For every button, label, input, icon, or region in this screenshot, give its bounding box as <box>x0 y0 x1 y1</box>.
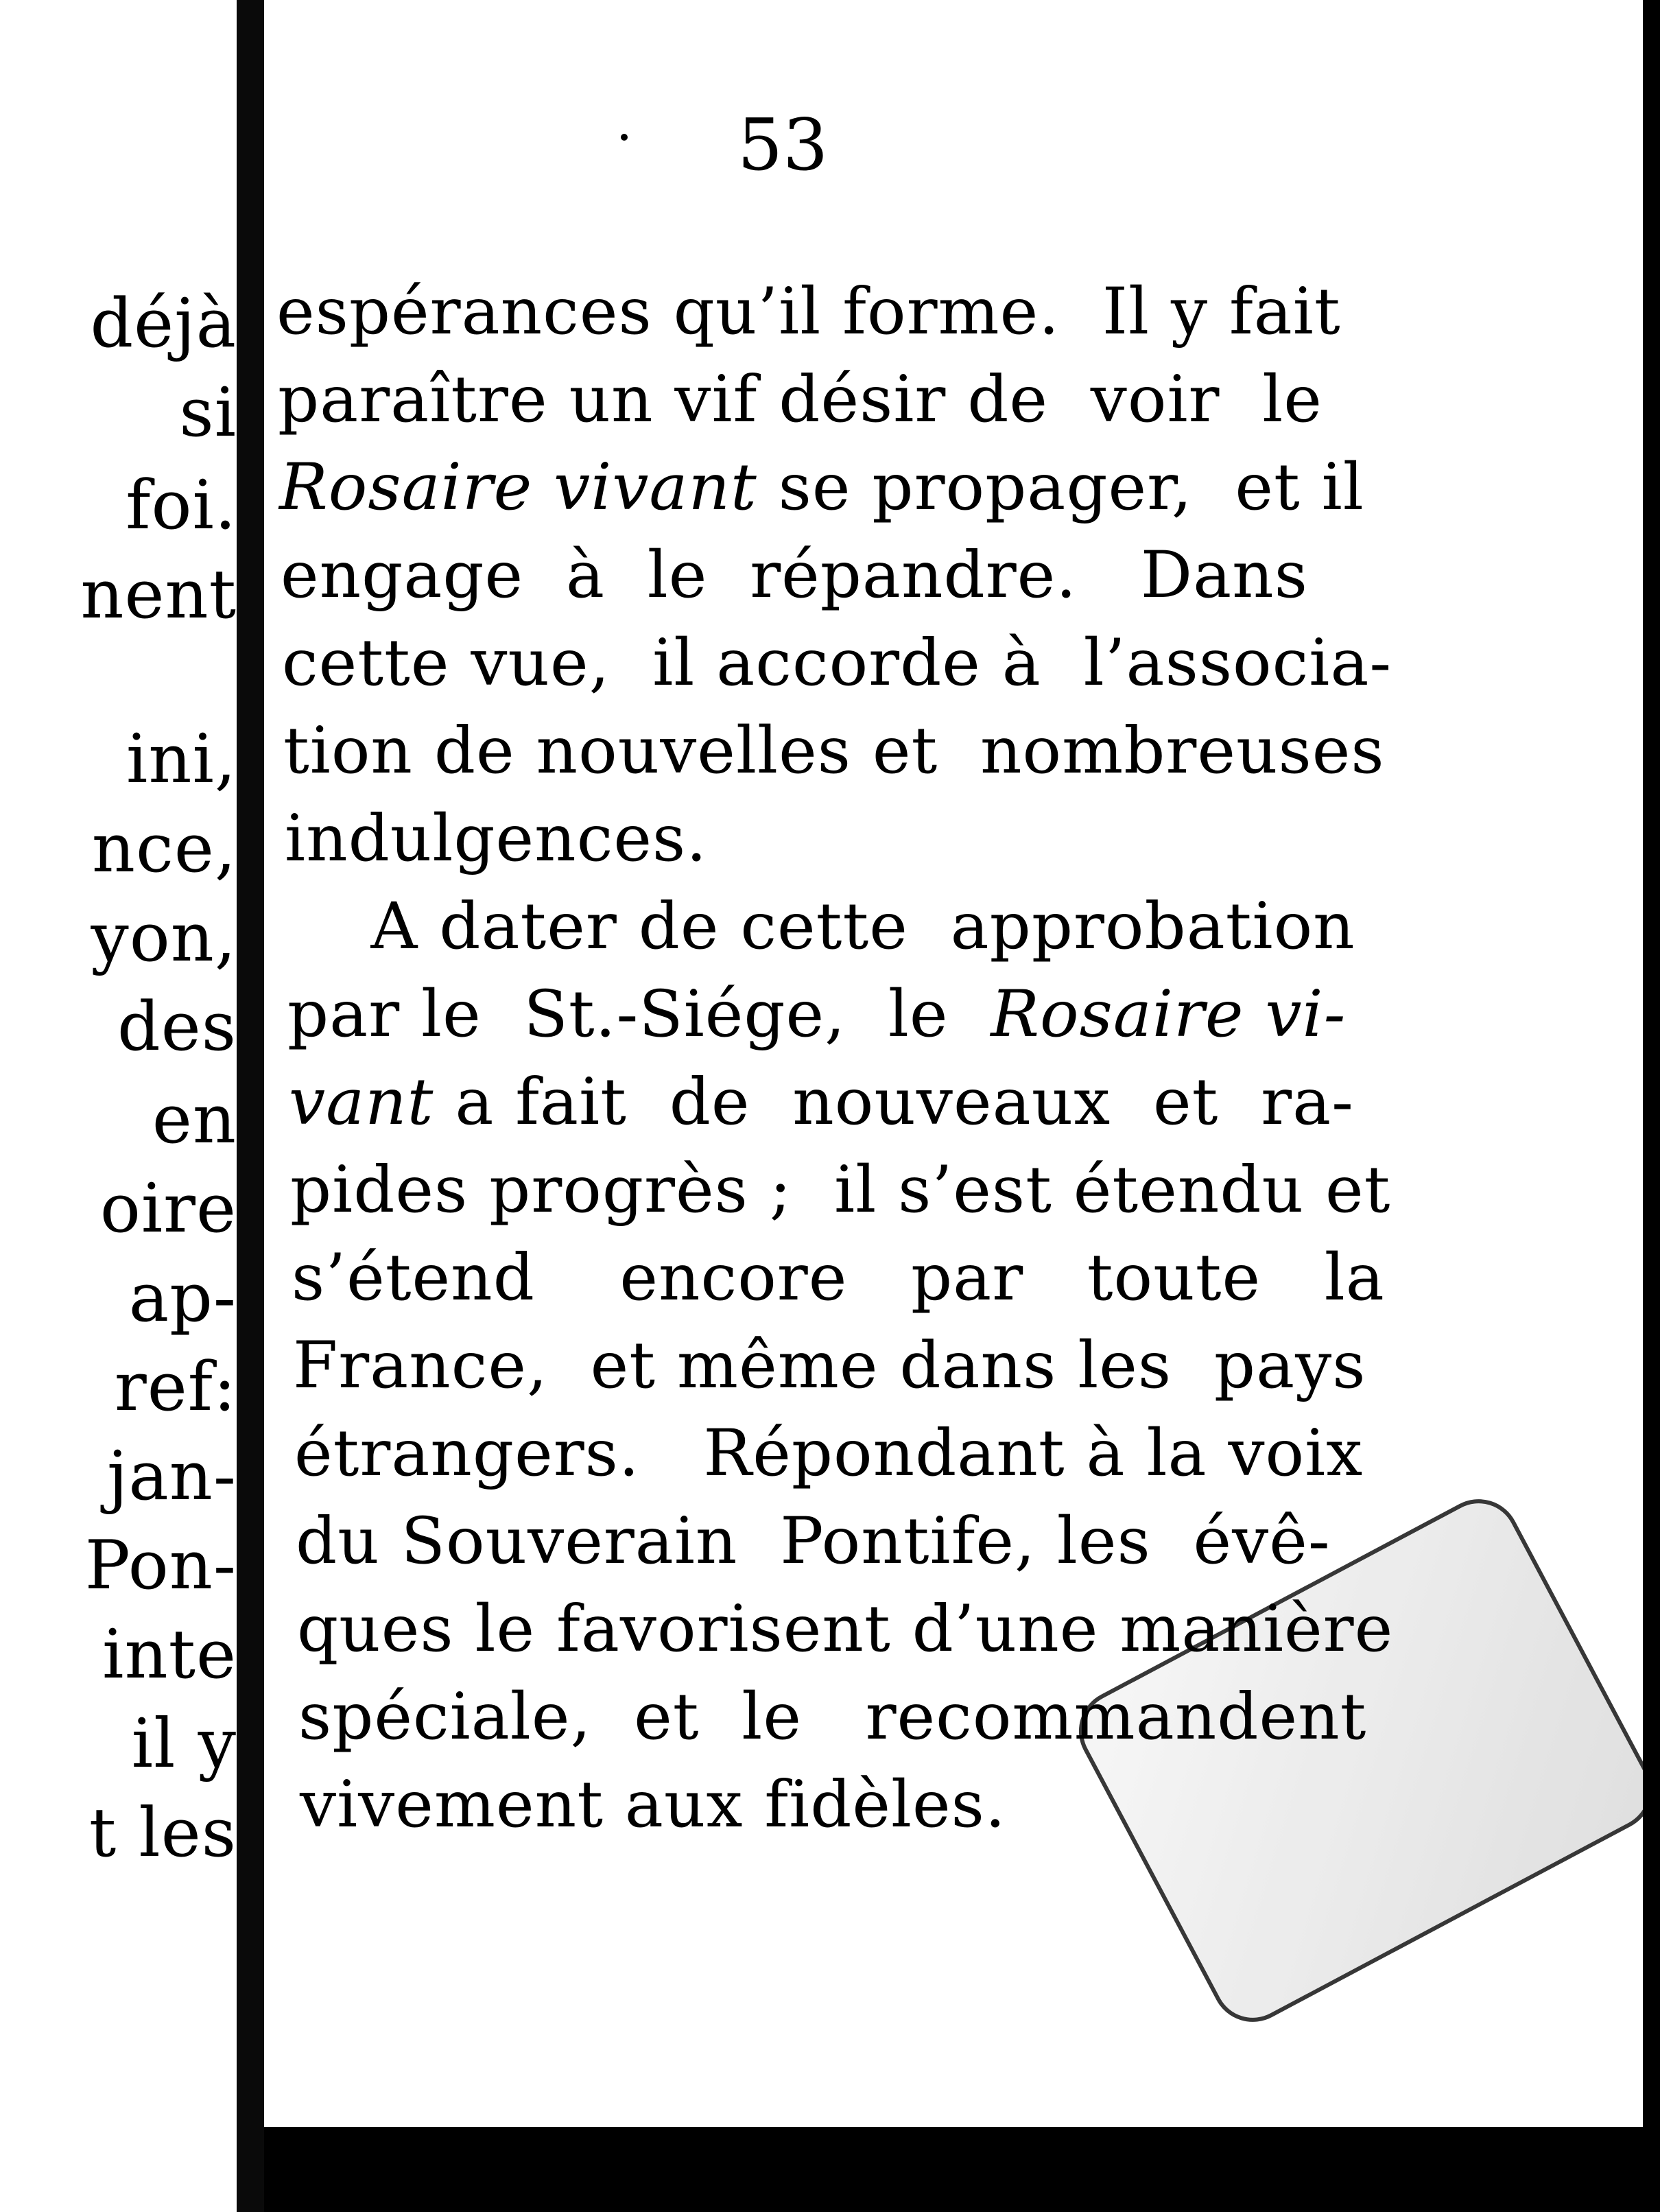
page-number: 53 <box>737 103 829 187</box>
text-line <box>276 274 1341 349</box>
left-fragment: nent <box>80 556 237 634</box>
text-line <box>297 1592 1393 1667</box>
text-span: ques le favorisent d’une manière <box>297 1592 1394 1667</box>
left-fragment: ap- <box>128 1259 237 1337</box>
left-fragment: ini, <box>126 720 237 799</box>
text-line <box>294 1416 1363 1491</box>
left-fragment: déjà <box>90 285 237 363</box>
text-line <box>298 1680 1366 1754</box>
left-fragment: ref: <box>114 1348 237 1426</box>
text-span: se propager, et il <box>757 450 1364 525</box>
left-fragment: foi. <box>126 467 237 545</box>
text-span: spéciale, et le recommandent <box>298 1680 1367 1754</box>
right-page <box>264 0 1643 2127</box>
text-line <box>296 1504 1331 1579</box>
text-span: tion de nouvelles et nombreuses <box>283 714 1385 788</box>
text-span: indulgences. <box>285 801 708 876</box>
text-span: du Souverain Pontife, les évê- <box>296 1504 1331 1579</box>
left-fragment: des <box>117 988 237 1066</box>
text-span: par le St.-Siége, le <box>287 977 991 1052</box>
text-span: a fait de nouveaux et ra- <box>434 1065 1354 1140</box>
text-line <box>287 977 1346 1052</box>
text-span: s’étend encore par toute la <box>292 1240 1385 1315</box>
text-span: engage à le répandre. Dans <box>281 538 1308 613</box>
left-fragment: Pon- <box>84 1527 237 1605</box>
text-span: France, et même dans les pays <box>293 1328 1366 1403</box>
scan-right-border <box>1643 0 1660 2212</box>
italic-text: Rosaire vivant <box>279 450 757 525</box>
text-span: cette vue, il accorde à l’associa- <box>282 626 1392 701</box>
text-span: pides progrès ; il s’est étendu et <box>290 1153 1391 1227</box>
text-line <box>282 626 1392 701</box>
text-span: vivement aux fidèles. <box>300 1767 1006 1842</box>
text-line <box>293 1328 1366 1403</box>
text-span: A dater de cette approbation <box>286 889 1355 964</box>
left-fragment: en <box>152 1081 237 1159</box>
left-fragment: si <box>179 374 237 452</box>
italic-text: vant <box>289 1065 434 1140</box>
text-line <box>279 450 1364 525</box>
scan-bottom-border <box>264 2127 1643 2212</box>
text-line <box>281 538 1308 613</box>
book-gutter <box>237 0 264 2212</box>
left-fragment: yon, <box>91 899 237 977</box>
text-line <box>300 1767 1006 1842</box>
text-line <box>285 801 707 876</box>
text-line <box>286 889 1355 964</box>
left-page-fragment <box>0 0 237 2212</box>
italic-text: Rosaire vi- <box>991 977 1347 1052</box>
text-line <box>292 1240 1385 1315</box>
print-speck <box>621 134 628 141</box>
text-span: espérances qu’il forme. Il y fait <box>276 274 1341 349</box>
left-fragment: jan- <box>106 1437 237 1516</box>
text-line <box>283 714 1385 788</box>
text-span: paraître un vif désir de voir le <box>278 362 1323 437</box>
left-fragment: t les <box>88 1794 237 1872</box>
text-span: étrangers. Répondant à la voix <box>294 1416 1364 1491</box>
left-fragment: oire <box>99 1170 237 1248</box>
left-fragment: inte <box>102 1616 237 1694</box>
text-line <box>278 362 1323 437</box>
text-line <box>289 1065 1354 1140</box>
left-fragment: il y <box>131 1705 237 1783</box>
left-fragment: nce, <box>91 810 237 888</box>
text-line <box>290 1153 1390 1227</box>
